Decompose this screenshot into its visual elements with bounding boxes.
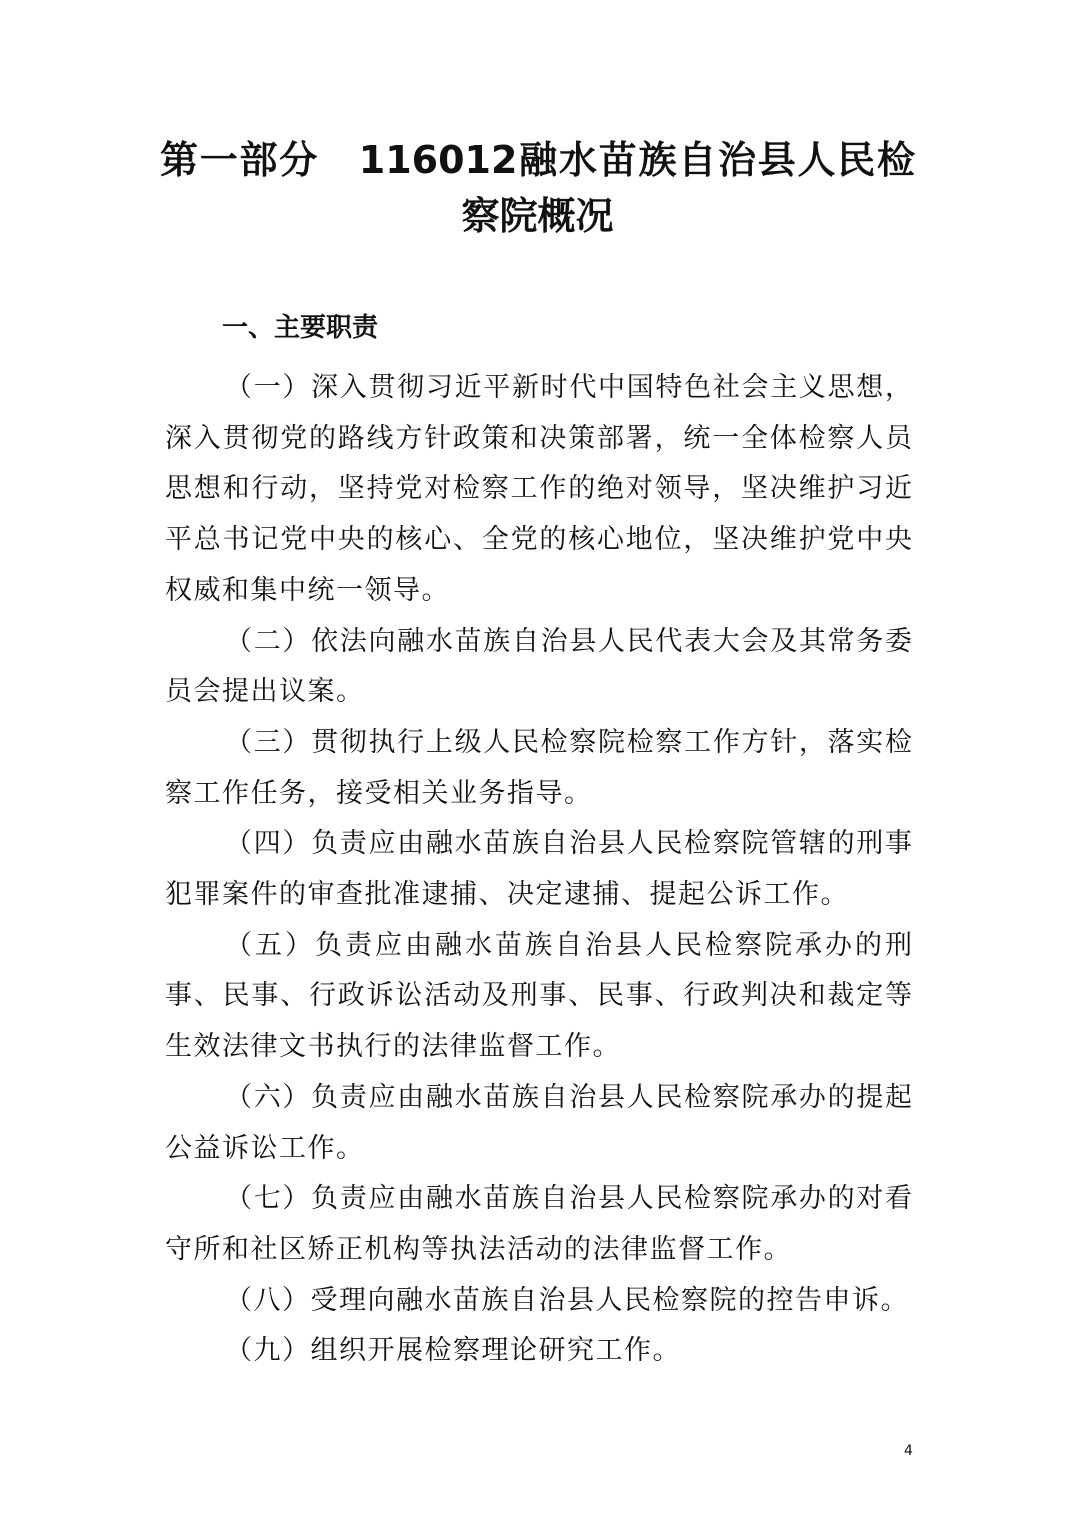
text-line: 深入贯彻党的路线方针政策和决策部署，统一全体检察人员 [165,422,912,454]
section-heading: 一、主要职责 [222,313,379,343]
text-line: 察工作任务，接受相关业务指导。 [165,777,593,809]
paragraph [165,617,912,718]
text-line: 思想和行动，坚持党对检察工作的绝对领导，坚决维护习近 [165,473,912,505]
paragraph [165,1174,912,1275]
text-line: 生效法律文书执行的法律监督工作。 [165,1031,621,1063]
paragraph [165,921,912,1073]
title-line-1: 第一部分 116012融水苗族自治县人民检 [160,138,915,182]
page-title [160,132,915,244]
paragraph [165,718,912,819]
text-line: 守所和社区矫正机构等执法活动的法律监督工作。 [165,1233,792,1265]
text-line: （三）贯彻执行上级人民检察院检察工作方针，落实检 [225,726,912,758]
text-line: （二）依法向融水苗族自治县人民代表大会及其常务委 [225,625,912,657]
text-line: 事、民事、行政诉讼活动及刑事、民事、行政判决和裁定等 [165,980,912,1012]
title-line-2: 察院概况 [461,194,614,238]
text-line: （八）受理向融水苗族自治县人民检察院的控告申诉。 [225,1284,909,1316]
text-line: 平总书记党中央的核心、全党的核心地位，坚决维护党中央 [165,524,912,556]
page-number: 4 [904,1443,913,1459]
paragraph [165,819,912,920]
text-line: （六）负责应由融水苗族自治县人民检察院承办的提起 [225,1081,912,1113]
document-body [165,363,912,1377]
text-line: 公益诉讼工作。 [165,1132,365,1164]
text-line: （七）负责应由融水苗族自治县人民检察院承办的对看 [225,1183,912,1215]
text-line: （一）深入贯彻习近平新时代中国特色社会主义思想， [225,372,912,403]
paragraph [165,1326,912,1377]
paragraph [165,1276,912,1327]
text-line: 犯罪案件的审查批准逮捕、决定逮捕、提起公诉工作。 [165,879,849,911]
paragraph [165,1073,912,1174]
paragraph [165,363,912,617]
text-line: （九）组织开展检察理论研究工作。 [225,1335,681,1367]
text-line: 权威和集中统一领导。 [165,574,450,606]
text-line: （四）负责应由融水苗族自治县人民检察院管辖的刑事 [225,828,912,860]
text-line: （五）负责应由融水苗族自治县人民检察院承办的刑 [225,929,912,961]
text-line: 员会提出议案。 [165,676,365,708]
